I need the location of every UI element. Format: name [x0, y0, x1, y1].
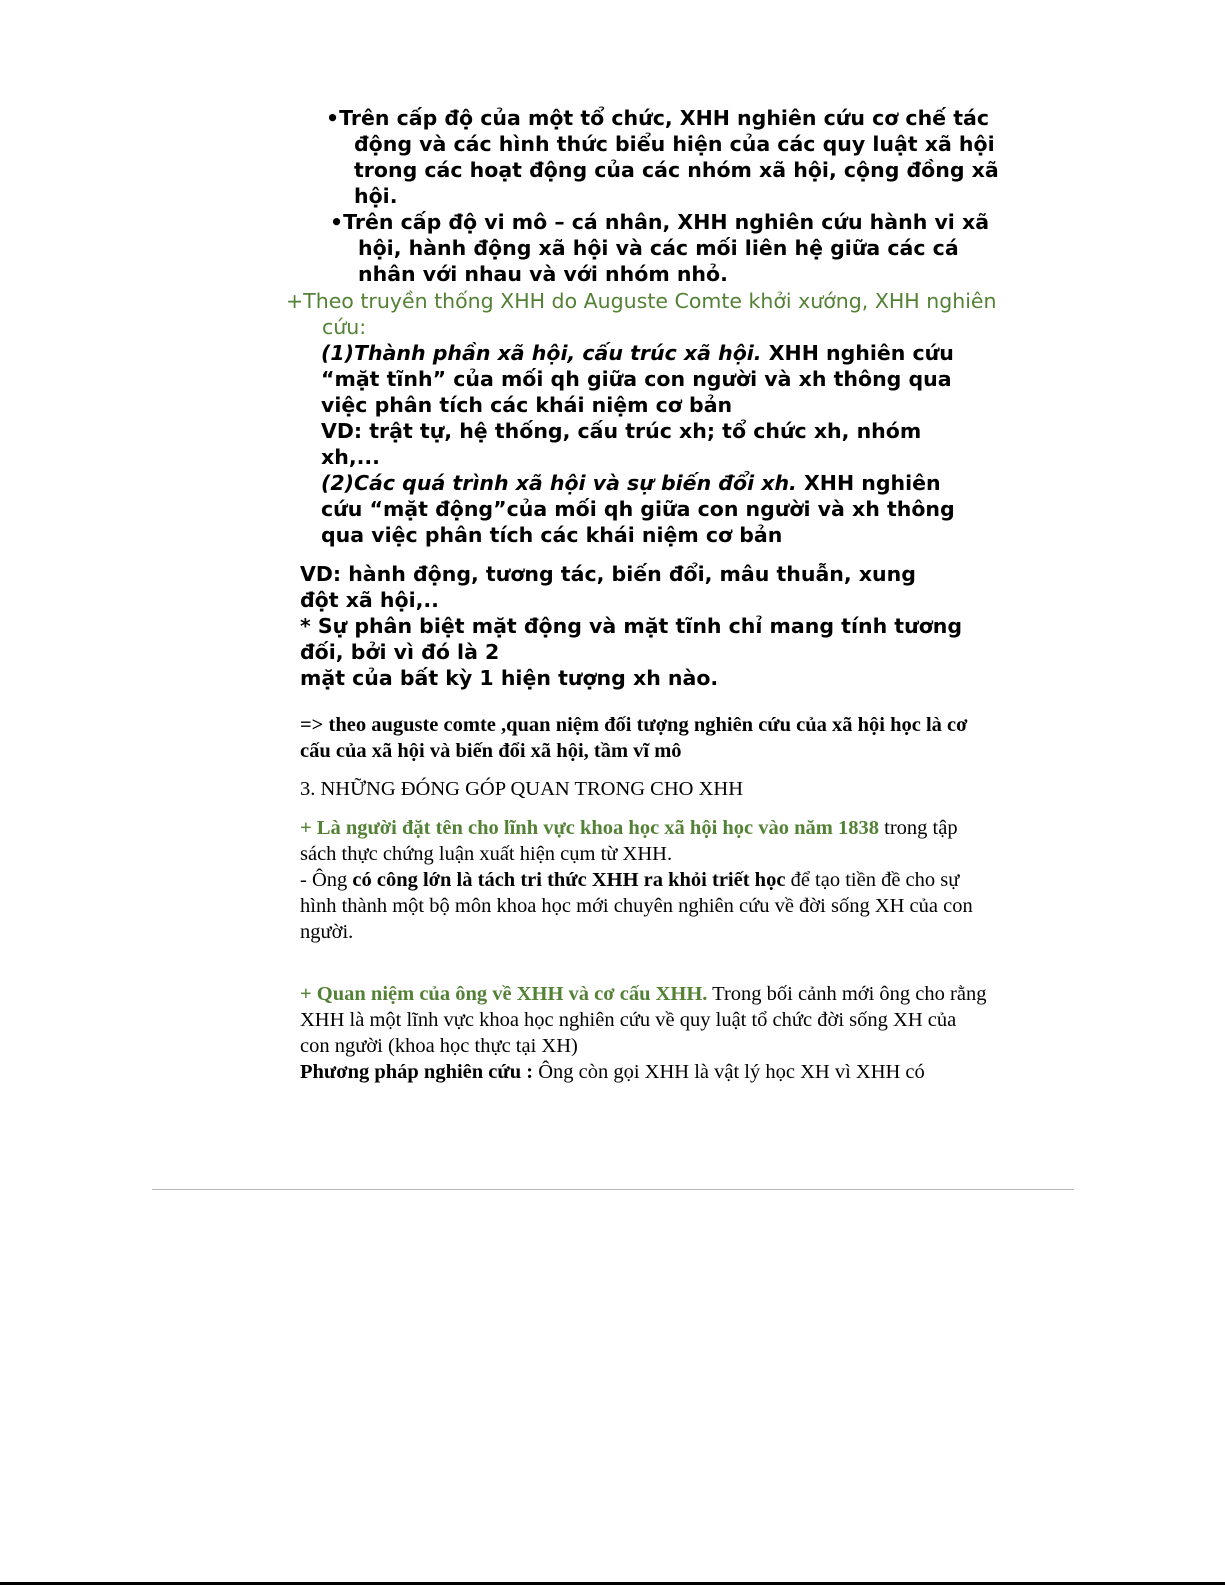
method-rest: Ông còn gọi XHH là vật lý học XH vì XHH có [533, 1061, 925, 1083]
relative-distinction-note [300, 613, 990, 691]
naming-contribution-highlight: + Là người đặt tên cho lĩnh vực khoa học xã hội học vào năm 1838 [300, 817, 880, 839]
naming-contribution [300, 815, 990, 867]
separation-prefix: - Ông [300, 869, 353, 891]
dynamic-aspect-body: XHH nghiên cứu “mặt động”của mối qh giữa con người và xh thông qua việc phân tích các khái niệm cơ bản [321, 471, 955, 547]
conception-rest: Trong bối cảnh mới ông cho rằng XHH là một lĩnh vực khoa học nghiên cứu về quy luật tổ chức đời sống XH của con người (khoa học thực tại XH) [300, 983, 987, 1057]
conception-highlight: + Quan niệm của ông về XHH và cơ cấu XHH. [300, 983, 708, 1005]
separation-contribution [300, 867, 990, 945]
static-aspect-body: XHH nghiên cứu “mặt tĩnh” của mối qh giữa con người và xh thông qua việc phân tích các khái niệm cơ bản [321, 341, 954, 417]
dynamic-aspect-example: VD: hành động, tương tác, biến đổi, mâu thuẫn, xung đột xã hội,.. [300, 562, 916, 612]
note-line-1: * Sự phân biệt mặt động và mặt tĩnh chỉ mang tính tương đối, bởi vì đó là 2 [300, 614, 963, 664]
bullet-org-level: •Trên cấp độ của một tổ chức, XHH nghiên cứu cơ chế tác động và các hình thức biểu hiện của các quy luật xã hội trong các hoạt động của các nhóm xã hội, cộng đồng xã hội. [326, 106, 999, 208]
separation-rest: để tạo tiền đề cho sự hình thành một bộ môn khoa học mới chuyên nghiên cứu về đời sống XH của con người. [300, 869, 973, 943]
bullet-micro-level: •Trên cấp độ vi mô – cá nhân, XHH nghiên cứu hành vi xã hội, hành động xã hội và các mối liên hệ giữa các cá nhân với nhau và với nhóm nhỏ. [330, 210, 990, 286]
dynamic-aspect-item [321, 470, 981, 548]
naming-contribution-rest: trong tập sách thực chứng luận xuất hiện cụm từ XHH. [300, 817, 958, 865]
method-label: Phương pháp nghiên cứu : [300, 1061, 534, 1083]
static-aspect-item [321, 340, 976, 418]
dynamic-aspect-title: (2)Các quá trình xã hội và sự biến đổi xh. [321, 471, 797, 495]
static-aspect-example: VD: trật tự, hệ thống, cấu trúc xh; tổ chức xh, nhóm xh,... [321, 419, 922, 469]
comte-tradition-heading: +Theo truyền thống XHH do Auguste Comte khởi xướng, XHH nghiên cứu: [286, 289, 997, 339]
static-aspect-title: (1)Thành phần xã hội, cấu trúc xã hội. [321, 341, 762, 365]
section3-heading: 3. NHỮNG ĐÓNG GÓP QUAN TRONG CHO XHH [300, 778, 743, 800]
note-line-2: mặt của bất kỳ 1 hiện tượng xh nào. [300, 666, 719, 690]
conclusion-paragraph: => theo auguste comte ,quan niệm đối tượng nghiên cứu của xã hội học là cơ cấu của xã hội và biến đổi xã hội, tầm vĩ mô [300, 714, 968, 762]
conception-paragraph [300, 981, 990, 1059]
method-paragraph [300, 1059, 990, 1085]
page-footer-divider [152, 1189, 1074, 1190]
separation-highlight: có công lớn là tách tri thức XHH ra khỏi triết học [352, 869, 786, 891]
